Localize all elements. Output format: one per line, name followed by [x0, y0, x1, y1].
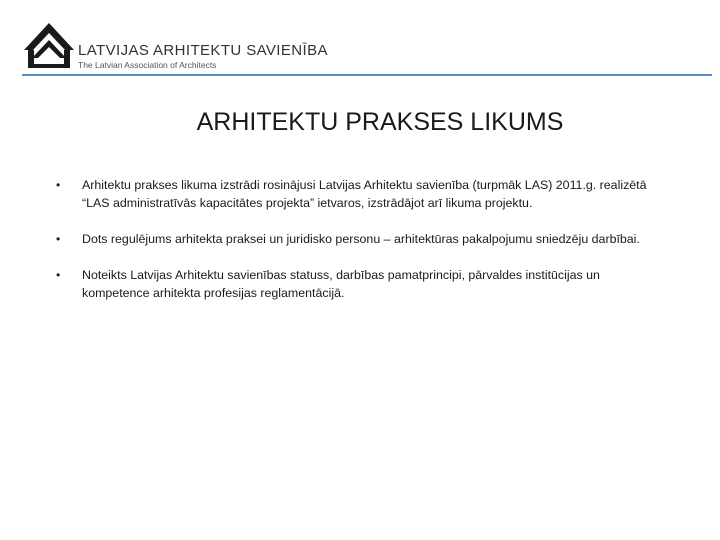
bullet-dot-icon: • — [56, 178, 61, 192]
organization-subtitle: The Latvian Association of Architects — [78, 60, 217, 70]
bullet-dot-icon: • — [56, 268, 61, 282]
bullet-list — [56, 176, 656, 320]
slide-header — [0, 0, 720, 80]
bullet-text: Dots regulējums arhitekta praksei un juridisko personu – arhitektūras pakalpojumu sniedzēju darbībai. — [82, 232, 640, 246]
organization-name: LATVIJAS ARHITEKTU SAVIENĪBA — [78, 42, 328, 59]
las-triangle-logo-icon — [22, 20, 76, 70]
header-divider — [22, 74, 712, 76]
bullet-item — [56, 230, 656, 248]
bullet-item — [56, 176, 656, 212]
slide-title: ARHITEKTU PRAKSES LIKUMS — [196, 108, 564, 136]
bullet-item — [56, 266, 656, 302]
bullet-text: Noteikts Latvijas Arhitektu savienības statuss, darbības pamatprincipi, pārvaldes institūcijas un kompetence arhitekta profesijas reglamentācijā. — [82, 268, 600, 300]
bullet-dot-icon: • — [56, 232, 61, 246]
bullet-text: Arhitektu prakses likuma izstrādi rosinājusi Latvijas Arhitektu savienība (turpmāk LAS) 2011.g. realizētā “LAS administratīvās kapacitātes projekta” ietvaros, izstrādājot arī likuma projektu. — [82, 178, 647, 210]
